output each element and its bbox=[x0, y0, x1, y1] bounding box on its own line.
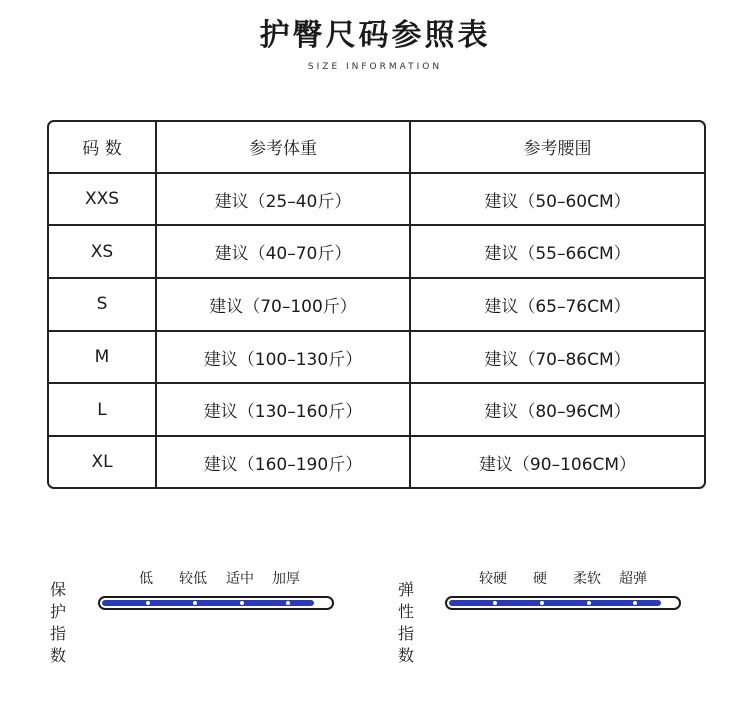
protection-tick-dot bbox=[240, 601, 244, 605]
weight-cell: 建议（25–40斤） bbox=[156, 173, 410, 226]
waist-cell: 建议（55–66CM） bbox=[410, 225, 704, 278]
elasticity-tick: 柔软 bbox=[573, 571, 601, 587]
size-cell: XXS bbox=[49, 173, 156, 226]
elasticity-label-line1: 弹性 bbox=[398, 580, 415, 621]
size-cell: XL bbox=[49, 436, 156, 487]
protection-tick: 适中 bbox=[226, 571, 254, 587]
table-row bbox=[49, 331, 704, 384]
table-row bbox=[49, 383, 704, 436]
table-header-row bbox=[49, 122, 704, 173]
size-cell: XS bbox=[49, 225, 156, 278]
protection-label-line1: 保护 bbox=[50, 580, 67, 621]
weight-cell: 建议（160–190斤） bbox=[156, 436, 410, 487]
table-row bbox=[49, 173, 704, 226]
elasticity-level-bar bbox=[445, 596, 681, 610]
weight-cell: 建议（130–160斤） bbox=[156, 383, 410, 436]
elasticity-tick: 较硬 bbox=[479, 571, 507, 587]
protection-tick: 加厚 bbox=[272, 571, 300, 587]
elasticity-tick-dot bbox=[540, 601, 544, 605]
table-row bbox=[49, 225, 704, 278]
table-row bbox=[49, 278, 704, 331]
size-cell: L bbox=[49, 383, 156, 436]
elasticity-tick: 硬 bbox=[533, 571, 547, 587]
elasticity-tick-dot bbox=[493, 601, 497, 605]
elasticity-level-fill bbox=[449, 600, 661, 606]
size-cell: S bbox=[49, 278, 156, 331]
protection-level-bar bbox=[98, 596, 334, 610]
protection-tick-dot bbox=[193, 601, 197, 605]
page-subtitle: SIZE INFORMATION bbox=[307, 62, 443, 72]
protection-tick-dot bbox=[286, 601, 290, 605]
elasticity-tick-dot bbox=[633, 601, 637, 605]
header-size: 码 数 bbox=[49, 122, 156, 173]
protection-label bbox=[50, 579, 66, 667]
size-table bbox=[47, 120, 706, 489]
size-cell: M bbox=[49, 331, 156, 384]
waist-cell: 建议（80–96CM） bbox=[410, 383, 704, 436]
waist-cell: 建议（70–86CM） bbox=[410, 331, 704, 384]
protection-tick: 低 bbox=[139, 571, 153, 587]
waist-cell: 建议（90–106CM） bbox=[478, 454, 637, 475]
elasticity-tick-dot bbox=[587, 601, 591, 605]
elasticity-tick: 超弹 bbox=[619, 571, 647, 587]
elasticity-label-line2: 指数 bbox=[398, 624, 415, 665]
table-row bbox=[49, 436, 704, 487]
header-weight: 参考体重 bbox=[156, 122, 410, 173]
page-title: 护臀尺码参照表 bbox=[259, 18, 491, 53]
waist-cell: 建议（65–76CM） bbox=[410, 278, 704, 331]
elasticity-label bbox=[398, 579, 414, 667]
waist-cell: 建议（50–60CM） bbox=[410, 173, 704, 226]
header-waist: 参考腰围 bbox=[410, 122, 704, 173]
protection-tick-dot bbox=[146, 601, 150, 605]
protection-level-fill bbox=[102, 600, 314, 606]
weight-cell: 建议（100–130斤） bbox=[156, 331, 410, 384]
weight-cell: 建议（70–100斤） bbox=[156, 278, 410, 331]
weight-cell: 建议（40–70斤） bbox=[156, 225, 410, 278]
protection-tick: 较低 bbox=[179, 571, 207, 587]
protection-label-line2: 指数 bbox=[50, 624, 67, 665]
